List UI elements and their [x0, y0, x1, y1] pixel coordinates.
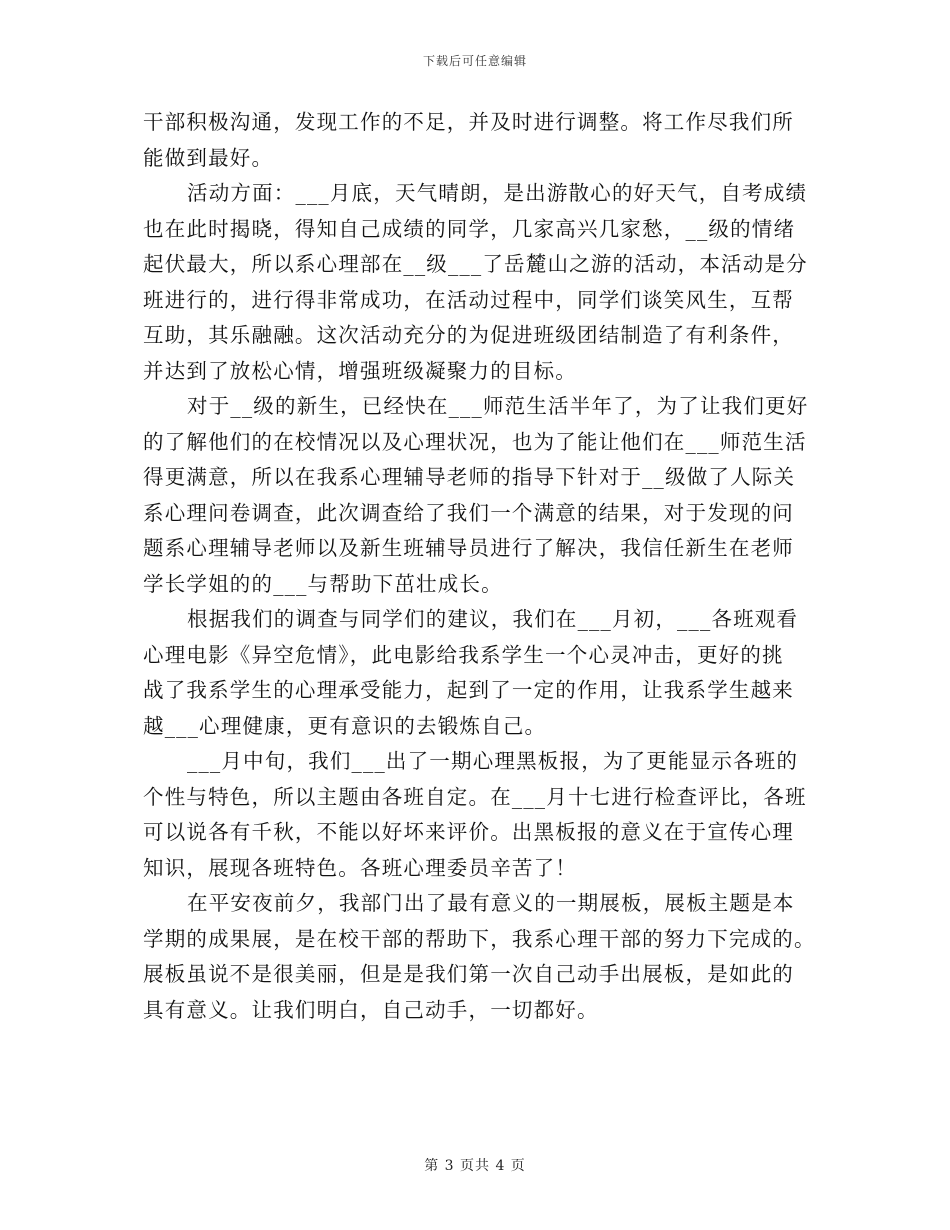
text-line: 干部积极沟通，发现工作的不足，并及时进行调整。将工作尽我们所: [143, 110, 794, 134]
text-line: 能做到最好。: [143, 145, 274, 170]
text-line: 的了解他们的在校情况以及心理状况，也为了能让他们在___师范生活: [143, 429, 807, 454]
text-line: 可以说各有千秋，不能以好坏来评价。出黑板报的意义在于宣传心理: [143, 820, 794, 844]
text-line: 学长学姐的的___与帮助下茁壮成长。: [143, 571, 503, 596]
document-body: [143, 105, 816, 1028]
paragraph-first-line: 活动方面：___月底，天气晴朗，是出游散心的好天气，自考成绩: [187, 181, 808, 205]
text-line: 知识，展现各班特色。各班心理委员辛苦了！: [143, 855, 577, 880]
page-number: 第 3 页共 4 页: [424, 1158, 526, 1174]
text-line: 具有意义。让我们明白，自己动手，一切都好。: [143, 997, 599, 1022]
text-line: 班进行的，进行得非常成功，在活动过程中，同学们谈笑风生，互帮: [143, 287, 794, 312]
text-line: 并达到了放松心情，增强班级凝聚力的目标。: [143, 358, 577, 383]
page-header: 下载后可任意编辑: [422, 54, 527, 68]
text-line: 互助，其乐融融。这次活动充分的为促进班级团结制造了有利条件，: [143, 323, 794, 347]
text-line: 学期的成果展，是在校干部的帮助下，我系心理干部的努力下完成的。: [143, 926, 816, 951]
paragraph-first-line: ___月中旬，我们___出了一期心理黑板报，为了更能显示各班的: [187, 749, 799, 773]
text-line: 心理电影《异空危情》，此电影给我系学生一个心灵冲击，更好的挑: [143, 642, 784, 667]
text-line: 也在此时揭晓，得知自己成绩的同学，几家高兴几家愁，__级的情绪: [143, 216, 796, 241]
text-line: 越___心理健康，更有意识的去锻炼自己。: [143, 713, 547, 738]
text-line: 个性与特色，所以主题由各班自定。在___月十七进行检查评比，各班: [143, 784, 807, 809]
text-line: 展板虽说不是很美丽，但是是我们第一次自己动手出展板，是如此的: [143, 962, 794, 986]
paragraph-first-line: 对于__级的新生，已经快在___师范生活半年了，为了让我们更好: [187, 394, 809, 418]
text-line: 系心理问卷调查，此次调查给了我们一个满意的结果，对于发现的问: [143, 500, 794, 525]
text-line: 战了我系学生的心理承受能力，起到了一定的作用，让我系学生越来: [143, 678, 794, 702]
text-line: 起伏最大，所以系心理部在__级___了岳麓山之游的活动，本活动是分: [143, 252, 808, 276]
paragraph-first-line: 根据我们的调查与同学们的建议，我们在___月初，___各班观看: [187, 607, 799, 631]
text-line: 题系心理辅导老师以及新生班辅导员进行了解决，我信任新生在老师: [143, 536, 794, 560]
paragraph-first-line: 在平安夜前夕，我部门出了最有意义的一期展板，展板主题是本: [187, 891, 795, 915]
text-line: 得更满意，所以在我系心理辅导老师的指导下针对于__级做了人际关: [143, 465, 796, 489]
